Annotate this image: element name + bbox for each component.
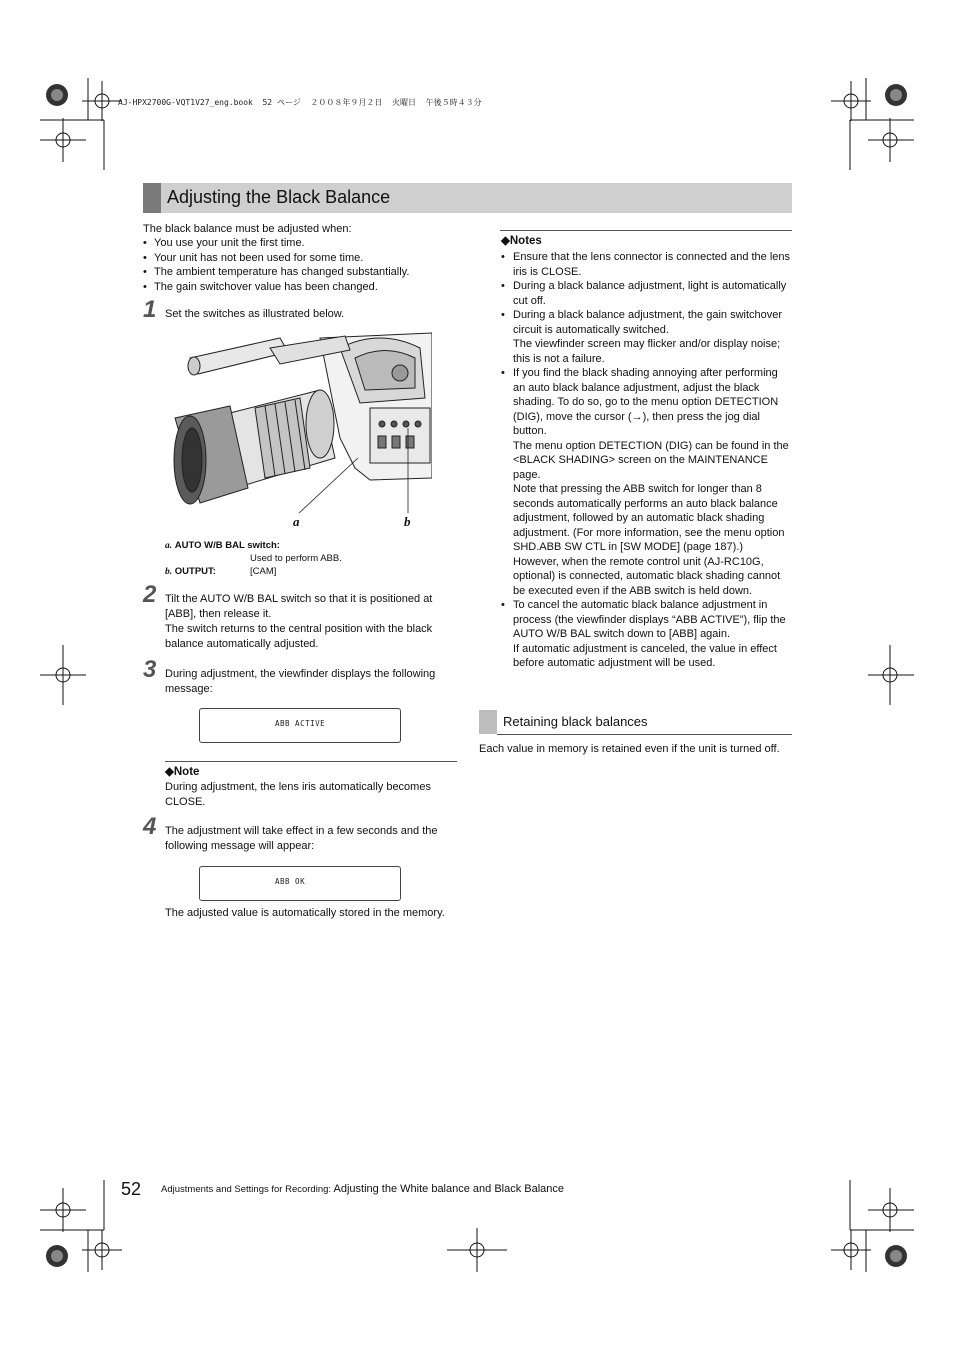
list-item: • The gain switchover value has been changed. [143,280,463,295]
camera-illustration [170,328,432,513]
note-divider [165,761,457,762]
subsection-text: Each value in memory is retained even if the unit is turned off. [479,743,780,755]
list-item: • Ensure that the lens connector is connected and the lens iris is CLOSE. [501,250,792,279]
legend-label: AUTO W/B BAL switch: [174,540,280,551]
viewfinder-message-active: ABB ACTIVE [275,719,326,728]
footer-caption: Adjustments and Settings for Recording: Adjusting the White balance and Black Balance [161,1183,565,1195]
notes-heading: ◆Notes [501,235,542,247]
viewfinder-message-ok: ABB OK [275,877,306,886]
legend-label: OUTPUT: [174,566,216,577]
step-text-2: Tilt the AUTO W/B BAL switch so that it is positioned at [ABB], then release it. The switch returns to the central position with the black balance automatically adjusted. [165,593,433,650]
callout-a: a [293,514,300,529]
notes-divider [500,230,792,231]
step-number-4: 4 [143,813,157,840]
page-number: 52 [121,1179,142,1199]
intro-text: The black balance must be adjusted when: [143,223,352,235]
file-header-line: AJ-HPX2700G-VQT1V27_eng.book 52 ページ ２００８年９月２日 火曜日 午後５時４３分 [118,98,482,107]
list-item: • To cancel the automatic black balance adjustment in process (the viewfinder displays “ABB ACTIVE”), flip the AUTO W/B BAL switch down to [ABB] again. If automatic adjustment is canceled, the value in effect before automatic adjustment will be used. [501,598,792,671]
conditions-list [143,236,463,294]
step-text-1: Set the switches as illustrated below. [165,308,345,320]
list-item: • You use your unit the first time. [143,236,463,251]
step-text-4: The adjustment will take effect in a few seconds and the following message will appear: [165,825,438,852]
note-text: During adjustment, the lens iris automatically becomes CLOSE. [165,781,431,808]
legend-desc-a: Used to perform ABB. [250,553,342,564]
title-marker [143,183,161,213]
page-title: Adjusting the Black Balance [167,187,391,207]
list-item: • If you find the black shading annoying after performing an auto black balance adjustment, adjust the black shading. To do so, go to the menu option DETECTION (DIG), move the cursor (→), then press the jog dial button. The menu option DETECTION (DIG) can be found in the <BLACK SHADING> screen on the MAINTENANCE page. Note that pressing the ABB switch for longer than 8 seconds automatically performs an auto black balance adjustment, followed by an automatic black shading adjustment. (For more information, see the menu option SHD.ABB SW CTL in [SW MODE] (page 187).) However, when the remote control unit (AJ-RC10G, optional) is connected, automatic black shading cannot be executed even if the ABB switch is held down. [501,366,792,598]
list-item: • Your unit has not been used for some time. [143,251,463,266]
notes-list [501,250,792,671]
step-number-3: 3 [143,656,157,683]
step-text-3: During adjustment, the viewfinder displays the following message: [165,668,436,695]
subsection-marker [479,710,497,734]
subsection-title: Retaining black balances [503,714,648,729]
legend-desc-b: [CAM] [250,566,277,577]
note-heading: ◆Note [165,766,200,778]
legend-item-b: b. OUTPUT: [165,566,216,577]
subsection-divider [497,734,792,735]
diamond-icon: ◆ [165,766,174,778]
step-number-2: 2 [143,581,157,608]
list-item: • During a black balance adjustment, light is automatically cut off. [501,279,792,308]
legend-item-a: a. AUTO W/B BAL switch: [165,540,280,551]
list-item: • During a black balance adjustment, the gain switchover circuit is automatically switched. The viewfinder screen may flicker and/or display noise; this is not a failure. [501,308,792,366]
diamond-icon: ◆ [501,235,510,247]
list-item: • The ambient temperature has changed substantially. [143,265,463,280]
callout-b: b [404,514,411,529]
step-number-1: 1 [143,296,157,323]
stored-text: The adjusted value is automatically stored in the memory. [165,907,445,919]
